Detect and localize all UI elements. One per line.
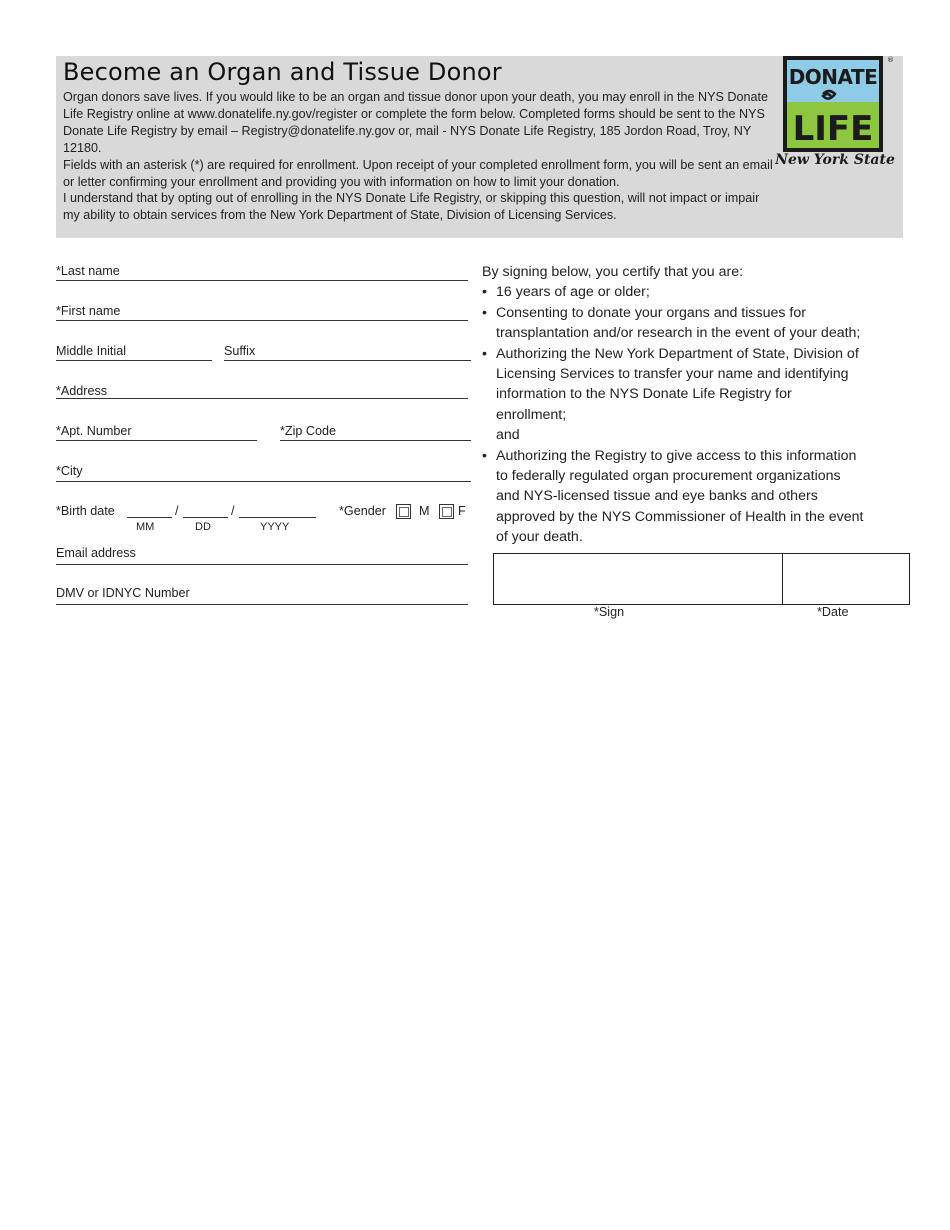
intro-paragraph-1: Organ donors save lives. If you would like to be an organ and tissue donor upon your death, you may enroll in the NYS Donate Life Registry online at www.donatelife.ny.gov/register or complete the form below. Completed forms should be sent to the NYS Donate Life Registry by email – Registry@donatelife.ny.gov or, mail - NYS Donate Life Registry, 185 Jordon Road, Troy, NY 12180.	[63, 90, 768, 155]
gender-m-label: M	[419, 504, 430, 518]
birth-day-field[interactable]	[183, 517, 228, 518]
apt-number-field[interactable]	[56, 440, 257, 441]
gender-label: *Gender	[339, 504, 386, 518]
certification-item: • Consenting to donate your organs and tissues for transplantation and/or research in the event of your death;	[482, 304, 861, 342]
donate-life-logo	[775, 54, 895, 170]
intro-paragraph-2: Fields with an asterisk (*) are required for enrollment. Upon receipt of your completed enrollment form, you will be sent an email or letter confirming your enrollment and providing you with information on how to limit your donation.	[63, 157, 773, 189]
gender-f-checkbox[interactable]	[439, 504, 454, 519]
suffix-label: Suffix	[224, 344, 256, 358]
city-field[interactable]	[56, 481, 471, 482]
zip-code-field[interactable]	[280, 440, 471, 441]
birth-year-field[interactable]	[239, 517, 316, 518]
gender-f-label: F	[458, 504, 466, 518]
year-hint: YYYY	[260, 521, 290, 533]
address-label: *Address	[56, 384, 108, 398]
apt-number-label: *Apt. Number	[56, 424, 132, 438]
birth-date-label: *Birth date	[56, 504, 115, 518]
city-label: *City	[56, 464, 83, 478]
page-title: Become an Organ and Tissue Donor	[63, 58, 502, 86]
gender-m-checkbox[interactable]	[396, 504, 411, 519]
birth-month-field[interactable]	[127, 517, 172, 518]
date-label: *Date	[817, 605, 849, 619]
address-field[interactable]	[56, 398, 468, 399]
sign-label: *Sign	[594, 605, 625, 619]
signature-date-field[interactable]	[783, 554, 909, 604]
date-separator: /	[231, 504, 235, 518]
dmv-number-label: DMV or IDNYC Number	[56, 586, 190, 600]
swirl-icon	[823, 91, 835, 99]
month-hint: MM	[136, 521, 155, 533]
middle-initial-label: Middle Initial	[56, 344, 126, 358]
first-name-field[interactable]	[56, 320, 468, 321]
last-name-label: *Last name	[56, 264, 120, 278]
email-label: Email address	[56, 546, 136, 560]
certification-item: • 16 years of age or older;	[482, 284, 650, 301]
signature-box	[493, 553, 910, 605]
certification-item: • Authorizing the Registry to give access to this information to federally regulated organ procurement organizations and NYS-licensed tissue and eye banks and others approved by the NYS Commissioner of Health in the event of your death.	[482, 447, 864, 546]
suffix-field[interactable]	[224, 360, 471, 361]
email-field[interactable]	[56, 564, 468, 565]
day-hint: DD	[195, 521, 211, 533]
dmv-number-field[interactable]	[56, 604, 468, 605]
certification-text	[482, 262, 912, 548]
certification-intro: By signing below, you certify that you are:	[482, 264, 744, 280]
logo-word-life: LIFE	[792, 109, 874, 149]
certification-item: • Authorizing the New York Department of State, Division of Licensing Services to transfer your name and identifying information to the NYS Donate Life Registry for enrollment; and	[482, 345, 859, 444]
registered-mark: ®	[887, 56, 894, 64]
intro-text	[63, 89, 775, 224]
first-name-label: *First name	[56, 304, 121, 318]
zip-code-label: *Zip Code	[280, 424, 337, 438]
intro-paragraph-3: I understand that by opting out of enrolling in the NYS Donate Life Registry, or skipping this question, will not impact or impair my ability to obtain services from the New York Department of State, Division of Licensing Services.	[63, 191, 760, 223]
logo-new-york-state: New York State	[775, 152, 895, 168]
middle-initial-field[interactable]	[56, 360, 212, 361]
logo-word-donate: DONATE	[788, 65, 878, 89]
last-name-field[interactable]	[56, 280, 468, 281]
signature-field[interactable]	[494, 554, 782, 604]
date-separator: /	[175, 504, 179, 518]
